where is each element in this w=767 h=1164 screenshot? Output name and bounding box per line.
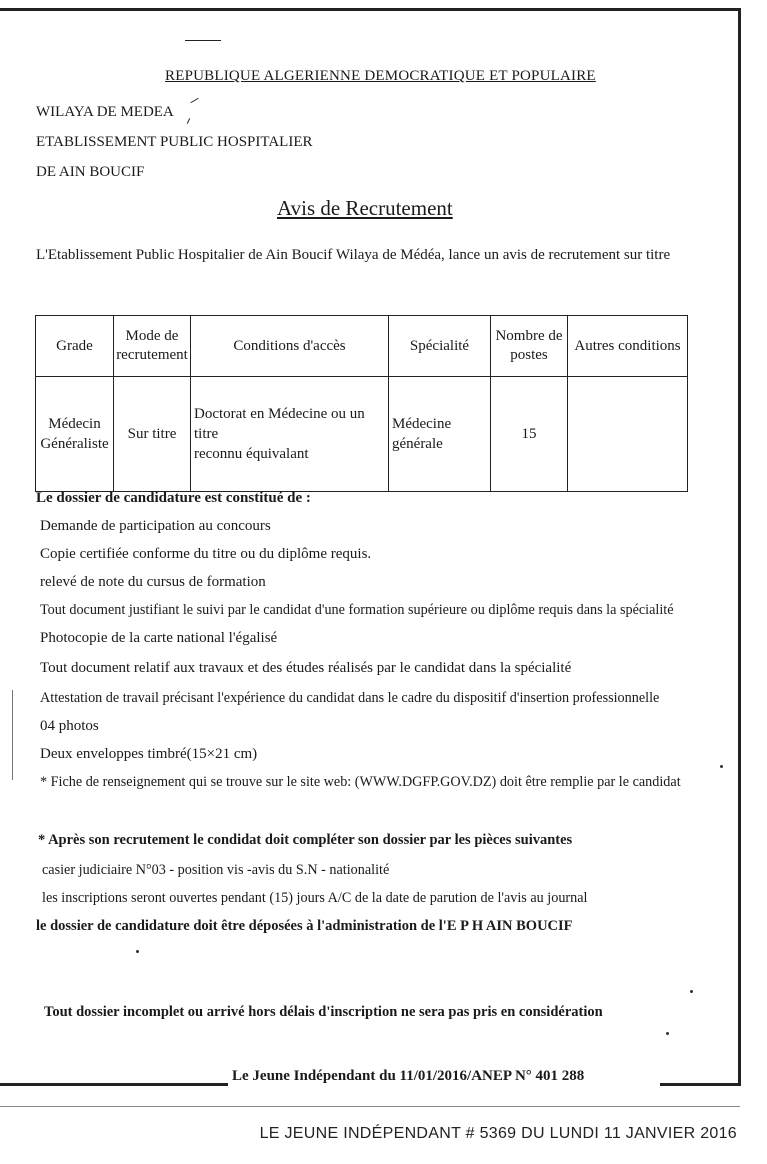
cell-grade: Médecin Généraliste	[36, 377, 114, 492]
dossier-item-travaux: Tout document relatif aux travaux et des études réalisés par le candidat dans la spécialité	[40, 660, 572, 676]
cell-autres	[568, 377, 688, 492]
header-conditions: Conditions d'accès	[191, 316, 389, 377]
page-title: Avis de Recrutement	[277, 196, 453, 220]
dossier-item-fiche: * Fiche de renseignement qui se trouve sur le site web: (WWW.DGFP.GOV.DZ) doit être remplie par le candidat	[40, 774, 681, 790]
dossier-heading: Le dossier de candidature est constitué de :	[36, 490, 311, 506]
table-header-row	[36, 316, 688, 377]
scan-dot	[720, 765, 723, 768]
wilaya-line: WILAYA DE MEDEA	[36, 104, 174, 120]
page-divider	[0, 1106, 740, 1107]
incomplete-notice: Tout dossier incomplet ou arrivé hors délais d'inscription ne sera pas pris en considération	[44, 1004, 603, 1020]
cell-specialite: Médecine générale	[389, 377, 491, 492]
location-line: DE AIN BOUCIF	[36, 164, 145, 180]
dossier-item-photos: 04 photos	[40, 718, 99, 734]
table-row	[36, 377, 688, 492]
dossier-item-carte: Photocopie de la carte national l'égalisé	[40, 630, 278, 646]
dossier-item-copie: Copie certifiée conforme du titre ou du diplôme requis.	[40, 546, 372, 562]
header-specialite: Spécialité	[389, 316, 491, 377]
frame-bottom-rule-right	[660, 1083, 741, 1086]
establishment-line: ETABLISSEMENT PUBLIC HOSPITALIER	[36, 134, 313, 150]
republic-heading: REPUBLIQUE ALGERIENNE DEMOCRATIQUE ET POPULAIRE	[165, 68, 596, 84]
frame-bottom-rule-left	[0, 1083, 228, 1086]
scan-dot	[666, 1032, 669, 1035]
after-pieces-line: casier judiciaire N°03 - position vis -avis du S.N - nationalité	[42, 862, 390, 878]
inscriptions-line: les inscriptions seront ouvertes pendant (15) jours A/C de la date de parution de l'avis au journal	[42, 890, 588, 906]
scan-mark-top	[185, 40, 221, 41]
recruitment-table	[35, 315, 688, 492]
dossier-item-attestation: Attestation de travail précisant l'expérience du candidat dans le cadre du dispositif d'insertion professionnelle	[40, 690, 660, 706]
cell-conditions: Doctorat en Médecine ou un titre reconnu équivalant	[191, 377, 389, 492]
cell-mode: Sur titre	[114, 377, 191, 492]
header-autres: Autres conditions	[568, 316, 688, 377]
cell-postes: 15	[491, 377, 568, 492]
dossier-item-releve: relevé de note du cursus de formation	[40, 574, 266, 590]
after-recruitment-heading: * Après son recrutement le condidat doit compléter son dossier par les pièces suivantes	[38, 832, 573, 848]
header-postes: Nombre de postes	[491, 316, 568, 377]
dossier-item-formation: Tout document justifiant le suivi par le candidat d'une formation supérieure ou diplôme requis dans la spécialité	[40, 602, 674, 618]
newspaper-masthead: LE JEUNE INDÉPENDANT # 5369 DU LUNDI 11 JANVIER 2016	[259, 1125, 737, 1142]
header-grade: Grade	[36, 316, 114, 377]
dossier-item-enveloppes: Deux enveloppes timbré(15×21 cm)	[40, 746, 258, 762]
scan-dot	[690, 990, 693, 993]
depot-line: le dossier de candidature doit être déposées à l'administration de l'E P H AIN BOUCIF	[36, 918, 573, 934]
scan-margin-line	[12, 690, 13, 780]
publication-source: Le Jeune Indépendant du 11/01/2016/ANEP N° 401 288	[232, 1068, 585, 1084]
scan-dot	[136, 950, 139, 953]
dossier-item-participation: Demande de participation au concours	[40, 518, 271, 534]
header-mode: Mode de recrutement	[114, 316, 191, 377]
intro-paragraph: L'Etablissement Public Hospitalier de Ain Boucif Wilaya de Médéa, lance un avis de recrutement sur titre	[36, 247, 671, 263]
